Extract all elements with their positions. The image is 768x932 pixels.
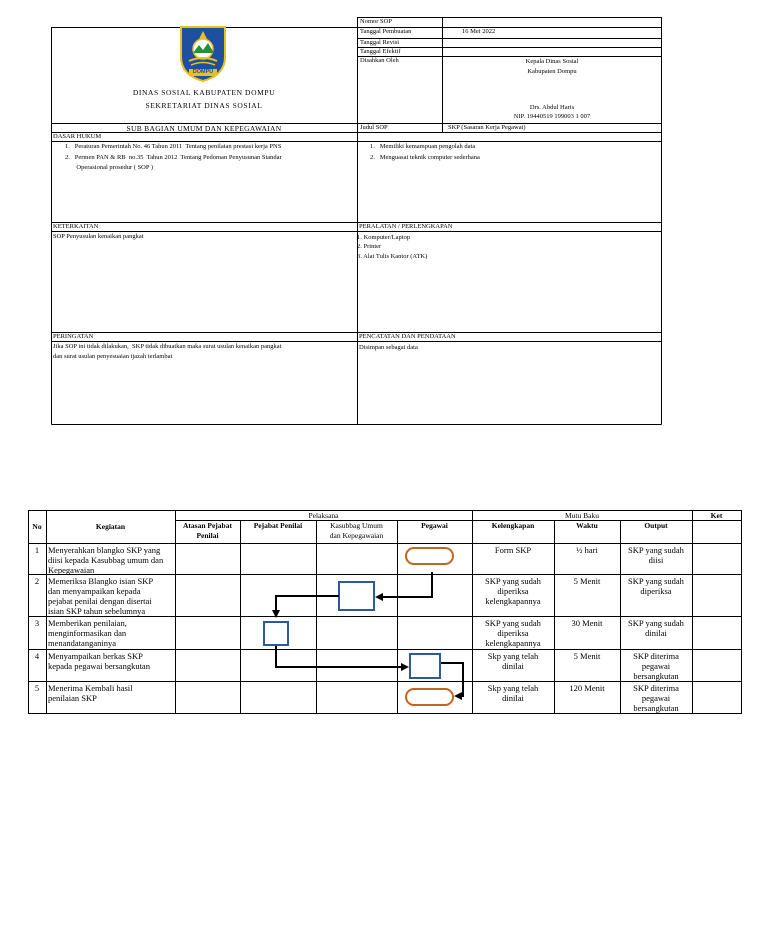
row-4-kelengkapan-1: Skp yang telah [487,651,539,661]
disahkan-jabatan-2: Kabupaten Dompu [527,68,577,75]
header-pelaksana: Pelaksana [308,511,339,520]
row-4-waktu: 5 Menit [573,651,601,661]
row-2-kegiatan-3: pejabat penilai dengan disertai [48,596,152,606]
row-2-kelengkapan-2: diperiksa [497,586,529,596]
label-nomor-sop: Nomor SOP [360,18,392,25]
row-4-kelengkapan-2: dinilai [502,661,524,671]
row-2-kegiatan-2: dan menyampaikan kepada [48,586,141,596]
peralatan-title: PERALATAN / PERLENGKAPAN [359,223,453,230]
peringatan-text-1: Jika SOP ini tidak dilakukan, SKP tidak dibuatkan maka surat usulan kenaikan pangkat [53,343,282,350]
row-1-output-2: diisi [648,555,664,565]
label-judul-sop: Judul SOP [360,124,388,131]
row-5-output-2: pegawai [641,693,671,703]
org-name-line2: SEKRETARIAT DINAS SOSIAL [145,101,263,110]
row-3-no: 3 [34,618,40,628]
row-4-output-1: SKP diterima [633,651,679,661]
header-atasan-1: Atasan Pejabat [183,521,232,530]
row-2-kegiatan-4: isian SKP tahun sebelumnya [48,606,146,616]
row-1-kelengkapan: Form SKP [494,545,532,555]
row-4-kegiatan-1: Menyampaikan berkas SKP [48,651,143,661]
row-5-kelengkapan-1: Skp yang telah [487,683,539,693]
keterkaitan-text: SOP Penyusulan kenaikan pangkat [53,233,144,240]
header-no: No [32,522,42,531]
row-1-kegiatan-2: diisi kepada Kasubbag umum dan [48,555,164,565]
row-4-output-3: bersangkutan [633,671,679,681]
flow-end-terminator [406,689,453,705]
logo-text: DOMPU [192,69,214,75]
row-1-waktu: ½ hari [576,545,598,555]
flow-process-pejabat [264,622,288,645]
flow-start-terminator [406,548,453,564]
header-kasubbag-1: Kasubbag Umum [330,521,383,530]
row-1-kegiatan-3: Kepegawaian [48,565,95,575]
row-3-kelengkapan-2: diperiksa [497,628,529,638]
row-5-waktu: 120 Menit [569,683,605,693]
row-4-kegiatan-2: kepada pegawai bersangkutan [48,661,150,671]
label-disahkan-oleh: Disahkan Oleh [360,57,399,64]
dasar-hukum-item-2: 2. Permen PAN & RB no.35 Tahun 2012 Tentang Pedoman Penyusunan Standar [65,154,282,161]
row-3-kelengkapan-3: kelengkapannya [485,638,541,648]
header-kelengkapan: Kelengkapan [491,521,535,530]
header-mutu-baku: Mutu Baku [565,511,599,520]
header-waktu: Waktu [576,521,598,530]
row-3-kegiatan-1: Memberikan penilaian, [48,618,127,628]
disahkan-nama: Drs. Abdul Haris [529,104,575,111]
row-5-no: 5 [34,683,40,693]
disahkan-nip: NIP. 19440519 199003 1 007 [513,113,591,120]
row-2-output-2: diperiksa [640,586,672,596]
value-tanggal-pembuatan: 16 Mei 2022 [462,28,496,35]
row-5-kelengkapan-2: dinilai [502,693,524,703]
dasar-hukum-item-1: 1. Peraturan Pemerintah No. 46 Tahun 2011 Tentang penilaian prestasi kerja PNS [65,143,282,150]
row-2-kegiatan-1: Memeriksa Blangko isian SKP [48,576,154,586]
header-pejabat: Pejabat Penilai [253,521,303,530]
row-5-output-3: bersangkutan [633,703,679,713]
dasar-hukum-title: DASAR HUKUM [53,133,102,140]
row-3-output-1: SKP yang sudah [628,618,684,628]
peralatan-item-1: 1. Komputer/Laptop [357,234,411,241]
row-3-kegiatan-3: menandatanganinya [48,638,116,648]
header-kasubbag-2: dan Kepegawaian [329,531,384,540]
row-3-output-2: dinilai [645,628,667,638]
pencatatan-title: PENCATATAN DAN PENDATAAN [359,333,456,340]
row-4-output-2: pegawai [641,661,671,671]
row-4-no: 4 [34,651,40,661]
peralatan-item-2: 2. Printer [357,243,382,250]
keterkaitan-title: KETERKAITAN [53,223,99,230]
row-1-output-1: SKP yang sudah [628,545,684,555]
kualifikasi-item-2: 2. Menguasai teknik computer sederhana [370,154,480,161]
kualifikasi-item-1: 1. Memiliki kemampuan pengolah data [370,143,476,150]
header-kegiatan: Kegiatan [95,522,126,531]
peralatan-item-3: 3. Alat Tulis Kantor (ATK) [357,253,428,260]
label-tanggal-revisi: Tanggal Revisi [360,39,400,46]
header-atasan-2: Penilai [196,531,219,540]
org-name-line1: DINAS SOSIAL KABUPATEN DOMPU [132,88,276,97]
row-2-output-1: SKP yang sudah [628,576,684,586]
row-5-kegiatan-1: Menerima Kembali hasil [48,683,133,693]
header-ket: Ket [710,511,723,520]
pencatatan-text: Disimpan sebagai data [359,344,418,351]
dasar-hukum-item-3: Operasional prosedur ( SOP ) [65,164,154,171]
label-tanggal-efektif: Tanggal Efektif [360,48,401,55]
row-5-output-1: SKP diterima [633,683,679,693]
peringatan-title: PERINGATAN [53,333,94,340]
label-tanggal-pembuatan: Tanggal Pembuatan [360,28,412,35]
row-2-waktu: 5 Menit [573,576,601,586]
disahkan-jabatan-1: Kepala Dinas Sosial [525,58,579,65]
header-pegawai: Pegawai [421,521,448,530]
row-2-kelengkapan-3: kelengkapannya [485,596,541,606]
header-output: Output [644,521,668,530]
row-3-waktu: 30 Menit [571,618,603,628]
row-2-no: 2 [34,576,40,586]
value-judul-sop: SKP (Sasaran Kerja Pegawai) [448,124,526,131]
row-1-no: 1 [34,545,40,555]
logo-emblem [177,23,229,83]
row-2-kelengkapan-1: SKP yang sudah [485,576,541,586]
row-5-kegiatan-2: penilaian SKP [48,693,97,703]
flow-process-kasubbag [339,582,374,610]
row-3-kelengkapan-1: SKP yang sudah [485,618,541,628]
org-name-line3: SUB BAGIAN UMUM DAN KEPEGAWAIAN [126,124,282,133]
peringatan-text-2: dan surat usulan penyesuaian ijazah terlambat [53,353,173,360]
flow-process-pegawai [410,654,440,678]
row-3-kegiatan-2: menginformasikan dan [48,628,127,638]
row-1-kegiatan-1: Menyerahkan blangko SKP yang [48,545,161,555]
